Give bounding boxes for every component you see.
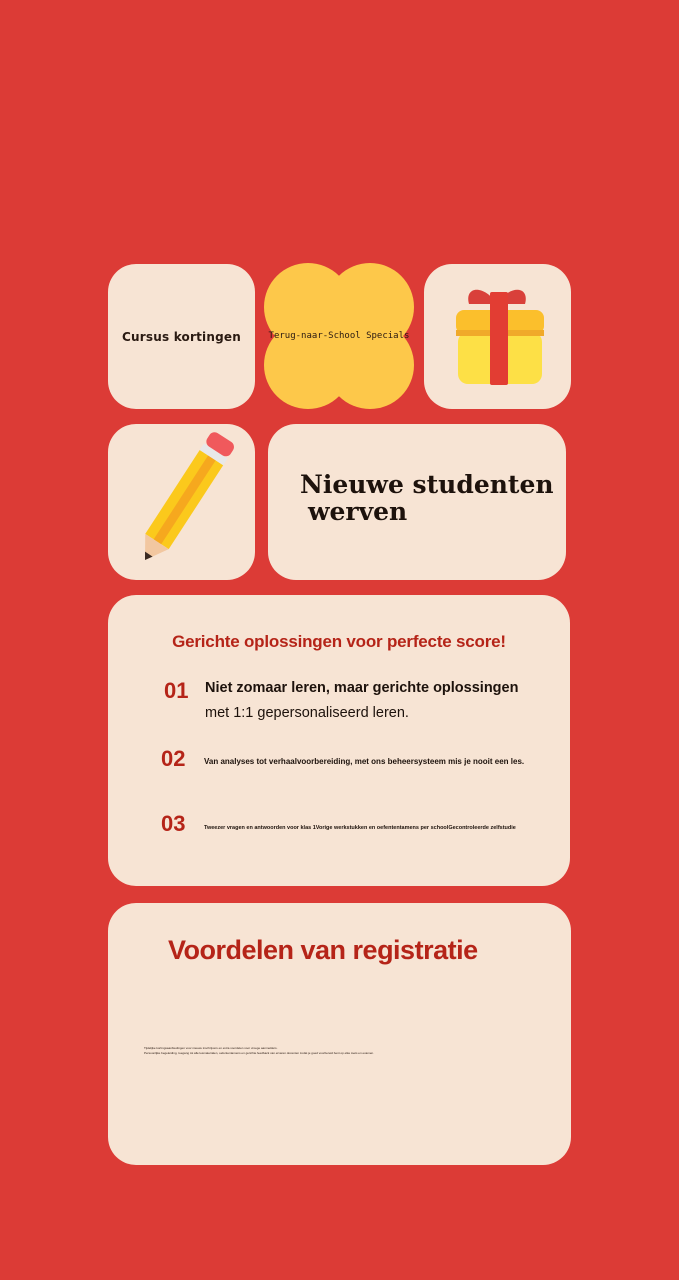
pencil-tile[interactable] [108,424,255,580]
solution-item-2: Van analyses tot verhaalvoorbereiding, met ons beheersysteem mis je nooit een les. [204,757,525,766]
solution-item-3: Tweezer vragen en antwoorden voor klas 1Vorige werkstukken en oefententamens per schoolGecontroleerde zelfstudie [204,825,516,831]
course-discounts-label: Cursus kortingen [122,329,241,344]
item-number-02: 02 [161,746,186,771]
solutions-heading: Gerichte oplossingen voor perfecte score! [172,632,506,651]
pencil-icon [108,424,255,580]
recruit-title-line1: Nieuwe studenten [300,470,554,499]
benefits-text-line2: Persoonlijke begeleiding, toegang tot alle lesmaterialen, oefententamens en gerichte feedback van ervaren docenten zodat je goed voorbereid bent op elke toets en examen. [144,1051,374,1055]
specials-label: Terug-naar-School Specials [268,331,410,341]
solution-item-1 [205,679,545,722]
solution-item-1-line2: met 1:1 gepersonaliseerd leren. [205,705,409,721]
solutions-card [108,595,570,886]
item-number-01: 01 [164,678,189,703]
item-number-03: 03 [161,811,186,836]
recruit-students-tile[interactable] [268,424,566,580]
gift-tile[interactable] [424,264,571,409]
benefits-heading: Voordelen van registratie [168,935,478,965]
gift-icon [424,264,571,409]
recruit-title [300,471,560,525]
benefits-card [108,903,571,1165]
solution-item-1-line1: Niet zomaar leren, maar gerichte oplossingen [205,680,519,696]
benefits-text-line1: Tijdelijke kortingsaanbiedingen voor nieuwe inschrijvers en extra voordelen voor vroege aanmelders. [144,1046,278,1050]
course-discounts-tile[interactable] [108,264,255,409]
recruit-title-line2: werven [308,497,408,526]
benefits-text [144,1046,544,1056]
